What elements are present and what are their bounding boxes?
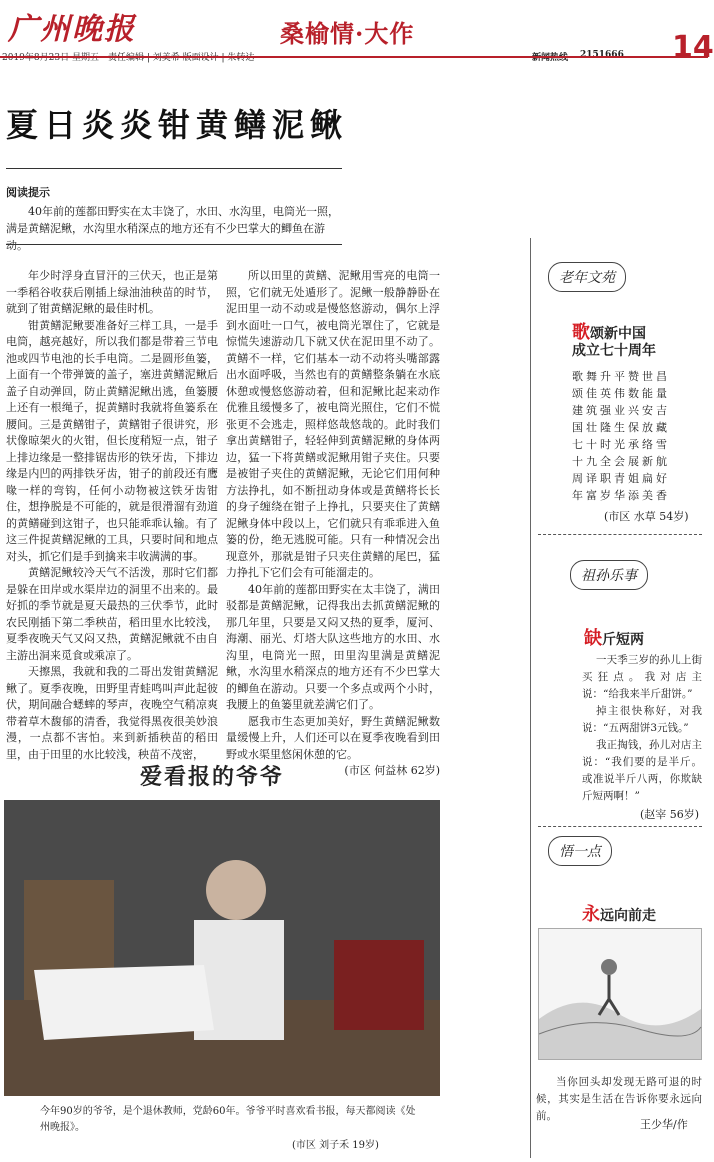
paragraph: 40年前的莲都田野实在太丰饶了，满田驳都是黄鳝泥鳅，记得我出去抓黄鳝泥鳅的那几年里，只要是又闷又热的夏季，厦河、海潮、丽光、灯塔大队这些地方的水田、水沟里，电筒光一照，田里沟里满是黄鳝泥鳅，水沟里水稍深点的地方还有不少巴掌大的鲫鱼在游动。只要一个多点或两个小时，我腰上的鱼篓里就差满它们了。 xyxy=(226,582,440,711)
page-number: 14 xyxy=(672,30,714,65)
poem-line: 建筑强业兴安吉 xyxy=(572,404,670,417)
poem-title-line2: 成立七十周年 xyxy=(572,343,656,359)
poem-line: 歌舞升平赞世昌 xyxy=(572,370,670,383)
poem-line: 周译职青姐扁好 xyxy=(572,472,670,485)
sidebar-divider xyxy=(538,826,702,827)
story-title xyxy=(584,624,644,650)
paragraph: 愿我市生态更加美好，野生黄鳝泥鳅数量缓慢上升，人们还可以在夏季夜晚看到田野或水渠里悠闲休憩的它。 xyxy=(226,714,440,761)
poem-line: 颂佳英伟数能量 xyxy=(572,387,670,400)
article-headline: 夏日炎炎钳黄鳝泥鳅 xyxy=(6,106,349,144)
comic-signature: 王少华/作 xyxy=(640,1118,688,1131)
poem-signature: (市区 水草 54岁) xyxy=(604,510,689,523)
comic-caption: 当你回头却发现无路可退的时候，其实是生活在告诉你要永远向前。 xyxy=(536,1076,702,1122)
comic-drawing xyxy=(539,929,701,1059)
lead-label: 阅读提示 xyxy=(6,186,50,199)
poem-line: 国壮隆生保放藏 xyxy=(572,421,670,434)
story-title-initial: 缺 xyxy=(584,628,602,649)
paragraph: 所以田里的黄鳝、泥鳅用雪亮的电筒一照，它们就无处遁形了。泥鳅一般静静卧在泥田里一动不动或是慢悠悠游动，偶尔上浮到水面吐一口气，被电筒光罩住了，它就是惊慌失速游动几下就又伏在泥田里不动了。黄鳝不一样，它们基本一动不动将头嘴部露出水面呼吸，当然也有的黄鳝整条躺在水底休憩或慢悠悠游动着，但和泥鳅比起来动作优雅且缓慢多了，被电筒光照住，它们不慌张更不会逃走，照样悠哉悠哉的。此时我们拿出黄鳝钳子，轻轻伸到黄鳝泥鳅的身体两边，猛一下将黄鳝或泥鳅用钳子夹住。只要是被钳子夹住的黄鳝泥鳅，无论它们用何种方法挣扎，如不断扭动身体或是黄鳝将长长的身子缠绕在钳子上挣扎，只要夹住了黄鳝泥鳅身体中段以上，它们就只有乖乖进入鱼篓的份，绝无逃脱可能。只有一种情况会出现意外，那就是钳子只夹住黄鳝的尾巴，猛力挣扎下它们会有可能溜走的。 xyxy=(226,269,440,579)
paragraph: 黄鳝泥鳅较冷天气不活泼，那时它们都是躲在田岸或水渠岸边的洞里不出来的。最好抓的季节就是夏天最热的三伏季节，此时农民刚插下第二季秧苗，稻田里水比较浅，夏季夜晚天气又闷又热，黄鳝泥鳅就不由自主游出洞来觅食或乘凉了。 xyxy=(6,566,218,662)
headline-rule xyxy=(6,168,342,169)
photo-illustration xyxy=(4,800,440,1096)
photo-caption: 今年90岁的爷爷，是个退休教师，党龄60年。爷爷平时喜欢看书报，每天都阅读《处州晚报》。 xyxy=(40,1106,416,1133)
paragraph: 天擦黑，我就和我的二哥出发钳黄鳝泥鳅了。夏季夜晚，田野里青蛙鸣叫声此起彼伏，期间融合蟋蟀的琴声，夜晚空气稍凉爽带着草木馥郁的清香，我觉得黑夜很美妙浪漫，一点都不害怕。来到新插秧苗的稻田里，由于田里的水比较浅，秧苗不茂密， xyxy=(6,665,218,761)
article-signature: (市区 何益林 62岁) xyxy=(344,764,440,777)
photo-story-title: 爱看报的爷爷 xyxy=(140,765,285,790)
story-section xyxy=(570,560,648,590)
section-title: 桑榆情·大作 xyxy=(280,19,415,48)
paper-name: 广州晚报 xyxy=(8,12,136,47)
poem-line: 年富岁华添美香 xyxy=(572,489,670,502)
lead-text: 40年前的莲都田野实在太丰饶了，水田、水沟里，电筒光一照，满是黄鳝泥鳅，水沟里水稍深点的地方还有不少巴掌大的鲫鱼在游动。 xyxy=(6,205,339,252)
article-column-1 xyxy=(6,268,218,763)
grandpa-reading-photo xyxy=(4,800,440,1096)
comic-title xyxy=(582,900,656,926)
poem-badge: 老年文苑 xyxy=(548,262,626,292)
story-paragraph: 我正掏钱，孙儿对店主说：“我们要的是半斤。或准说半斤八两，你欺缺斤短两啊！” xyxy=(582,739,702,802)
comic-badge: 悟一点 xyxy=(548,836,612,866)
story-signature: (赵宰 56岁) xyxy=(640,808,700,821)
header-divider xyxy=(0,56,708,58)
story-paragraph: 一天季三岁的孙儿上街买狂点。我对店主说：“给我来半斤甜饼。” xyxy=(582,654,702,700)
editors: 责任编辑 | 刘美希 版面设计 | 朱转达 xyxy=(108,53,255,63)
article-column-2 xyxy=(226,268,440,780)
comic-title-text: 远向前走 xyxy=(600,908,656,924)
poem-body xyxy=(572,368,698,504)
hotline-label: 新闻热线 xyxy=(532,53,569,63)
masthead xyxy=(0,0,714,65)
photo-signature: (市区 刘子禾 19岁) xyxy=(292,1140,379,1151)
poem-title-text: 颂新中国 xyxy=(590,326,646,342)
comic-illustration xyxy=(538,928,702,1060)
comic-title-initial: 永 xyxy=(582,904,600,925)
story-body xyxy=(582,652,702,805)
hotline-number: 2151666 xyxy=(580,50,624,60)
story-title-text: 斤短两 xyxy=(602,632,644,648)
poem-section xyxy=(548,262,626,292)
poem-line: 十九全会展新航 xyxy=(572,455,670,468)
comic-section xyxy=(548,836,612,866)
paragraph: 钳黄鳝泥鳅要准备好三样工具，一是手电筒，越亮越好，所以我们都是带着三节电池或四节电池的长手电筒。二是圆形鱼篓，上面有一个带弹簧的盖子，塞进黄鳝泥鳅后盖子自动弹回，防止黄鳝泥鳅出逃，鱼篓腰上还有一根绳子，捉黄鳝时我就将鱼篓系在腰间。三是黄鳝钳子，黄鳝钳子很讲究，形状像晾架火的火钳，但长度稍短一点，钳子上排边缘是一整排锯齿形的铁牙齿，下排边缘是内凹的两排铁牙齿，钳子的前段还有鹰喙一样的弯钩，任何小动物被这铁牙齿钳住，想挣脱是不可能的，就是很滑溜有劲道的黄鳝碰到这钳子，也只能乖乖认输。有了这三件捉黄鳝泥鳅的工具，只要时间和地点对头，抓它们是手到擒来丰收满满的事。 xyxy=(6,318,218,563)
poem-line: 七十时光承络雪 xyxy=(572,438,670,451)
story-paragraph: 掉主很快称好，对我说：“五两甜饼3元钱。” xyxy=(582,705,702,734)
lead-rule xyxy=(6,244,342,245)
paragraph: 年少时浮身直冒汗的三伏天，也正是第一季稻谷收获后刚插上绿油油秧苗的时节，就到了钳黄鳝泥鳅的最佳时机。 xyxy=(6,269,218,315)
story-badge: 祖孙乐事 xyxy=(570,560,648,590)
poem-title-initial: 歌 xyxy=(572,322,590,343)
sidebar-divider xyxy=(538,534,702,535)
dateline: 2019年8月23日 星期五 xyxy=(2,53,99,63)
